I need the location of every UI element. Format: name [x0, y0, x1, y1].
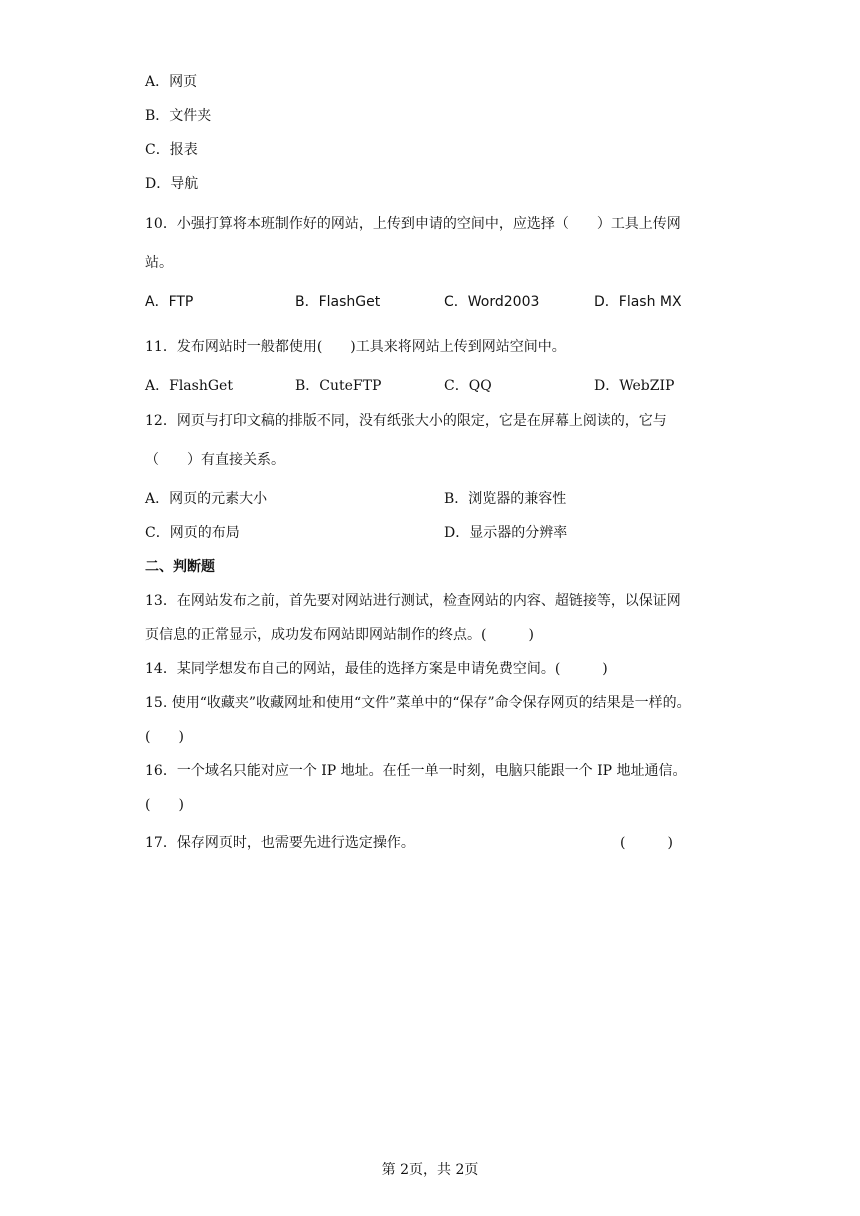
- q10-option-c: C．Word2003: [444, 294, 540, 310]
- section-heading-true-false: 二、判断题: [145, 559, 215, 575]
- q13-text-line2: 页信息的正常显示，成功发布网站即网站制作的终点。( ): [145, 627, 534, 643]
- q12-option-b: B．浏览器的兼容性: [444, 491, 567, 507]
- q9-option-d: D．导航: [145, 176, 199, 192]
- q10-text-line2: 站。: [145, 255, 173, 271]
- q16-text-line1: 16．一个域名只能对应一个 IP 地址。在任一单一时刻，电脑只能跟一个 IP 地址通信。: [145, 763, 687, 779]
- q12-text-line1: 12．网页与打印文稿的排版不同，没有纸张大小的限定，它是在屏幕上阅读的，它与: [145, 413, 667, 429]
- q11-option-b: B．CuteFTP: [295, 378, 382, 394]
- q15-text-line2: ( ): [145, 729, 184, 745]
- q10-option-b: B．FlashGet: [295, 294, 381, 310]
- q15-text-line1: 15. 使用“收藏夹”收藏网址和使用“文件”菜单中的“保存”命令保存网页的结果是一样的。: [145, 695, 691, 711]
- q11-option-d: D．WebZIP: [594, 378, 675, 394]
- q16-text-line2: ( ): [145, 797, 184, 813]
- q13-text-line1: 13．在网站发布之前，首先要对网站进行测试，检查网站的内容、超链接等，以保证网: [145, 593, 681, 609]
- q11-option-c: C．QQ: [444, 378, 492, 394]
- q10-option-d: D．Flash MX: [594, 294, 682, 310]
- q9-option-c: C．报表: [145, 142, 198, 158]
- page-footer: 第 2页，共 2页: [381, 1162, 479, 1178]
- q10-option-a: A．FTP: [145, 294, 194, 310]
- q9-option-a: A．网页: [145, 74, 198, 90]
- q12-option-a: A．网页的元素大小: [145, 491, 268, 507]
- q12-option-d: D．显示器的分辨率: [444, 525, 568, 541]
- q14-text: 14．某同学想发布自己的网站，最佳的选择方案是申请免费空间。( ): [145, 661, 608, 677]
- q11-text: 11．发布网站时一般都使用( )工具来将网站上传到网站空间中。: [145, 339, 566, 355]
- q17-text: 17．保存网页时，也需要先进行选定操作。: [145, 835, 415, 851]
- q12-option-c: C．网页的布局: [145, 525, 240, 541]
- q17-answer-bracket: ( ): [620, 835, 673, 851]
- q9-option-b: B．文件夹: [145, 108, 212, 124]
- q10-text-line1: 10．小强打算将本班制作好的网站，上传到申请的空间中，应选择（ ）工具上传网: [145, 216, 681, 232]
- q12-text-line2: （ ）有直接关系。: [145, 452, 285, 468]
- q11-option-a: A．FlashGet: [145, 378, 233, 394]
